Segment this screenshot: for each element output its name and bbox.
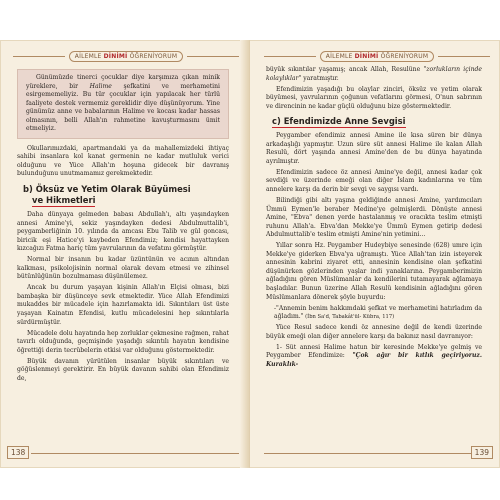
paragraph: Efendimizin yaşadığı bu olaylar zinciri, öksüz ve yetim olarak büyümesi, yavrularının çoğunun vefatlarını görmesi, O'nun sabrının ve direncinin ne kadar güçlü olduğunu bize göstermektedir. bbox=[266, 85, 482, 110]
right-page bbox=[250, 40, 500, 468]
paragraph: Ancak bu durum yaşayan kişinin Allah'ın Elçisi olması, bizi bambaşka bir düşünceye sevk etmektedir. Yüce Allah Efendimizi mukaddes bir mücadele için hazırlamakta idi. Sıkıntıları üst üste yaşayan Kainatın Efendisi, kutlu mücadelesini hep sıkıntılarla sürdürmüştür. bbox=[17, 284, 229, 326]
open-book bbox=[0, 40, 500, 470]
page-number: 139 bbox=[471, 446, 493, 459]
paragraph: Yıllar sonra Hz. Peygamber Hudeybiye senesinde (628) umre için Mekke'ye giderken Ebva'ya uğramıştı. Yüce Allah'tan izin isteyerek annesinin kabrini ziyaret etti, annesinin kendisine olan şefkatini düşünürken gözlerinden yaşlar indi yanaklarına. Peygamberimizin ağladığını gören Müslümanlar da kendilerini tutamayarak ağlamaya başladılar. Bunun üzerine Allah Resulü kendisinin ağladığını gören Müslümanlara dönerek şöyle buyurdu: bbox=[266, 242, 482, 301]
header-rule bbox=[187, 56, 239, 57]
header-rule bbox=[264, 56, 316, 57]
footer-rule bbox=[31, 453, 239, 454]
section-heading: b) Öksüz ve Yetim Olarak Büyümesi ve Hikmetleri bbox=[23, 184, 191, 206]
paragraph: Okullarımızdaki, apartmandaki ya da mahallemizdeki ihtiyaç sahibi insanlara kol kanat germenin ne kadar mutluluk verici olduğunu ve Yüce Allah'ın hoşuna gidecek bir davranış bulunduğunu unutmamamız gerekmektedir. bbox=[17, 144, 229, 178]
section-heading: c) Efendimizde Anne Sevgisi bbox=[272, 116, 406, 127]
highlight-box bbox=[17, 69, 229, 139]
paragraph: Normal bir insanın bu kadar üzüntünün ve acının altından kalkması, psikolojisinin normal olarak devam etmesi ve zihinsel bütünlüğünün bozulmaması düşünülemez. bbox=[17, 256, 229, 281]
page-header bbox=[264, 50, 490, 62]
paragraph: 1- Süt annesi Halime hatun bir keresinde Mekke'ye gelmiş ve Peygamber Efendimize: "Çok ağır bir kıtlık geçiriyoruz. Kuraklık- bbox=[266, 343, 482, 368]
quotation: -"Annemin benim hakkımdaki şefkat ve merhametini hatırladım da ağladım." (İbn Sa'd, Tabakât'ül- Kübra, 117) bbox=[274, 304, 482, 321]
right-page-content bbox=[266, 66, 482, 372]
paragraph: Daha dünyaya gelmeden babası Abdullah'ı, altı yaşındayken annesi Amine'yi, sekiz yaşındayken dedesi Abdulmuttalib'i, peygamberliğinin 10. yılında da amcası Ebu Talib ve gül goncası, biricik eşi Hatice'yi kaybeden Efendimiz; kendisi hayattayken kızcağızı Fatma hariç tüm yavrularının da vefatını görmüştür. bbox=[17, 211, 229, 253]
header-rule bbox=[438, 56, 490, 57]
paragraph: Peygamber efendimiz annesi Amine ile kısa süren bir dünya arkadaşlığı yapmıştır. Uzun süre süt annesi Halime ile kalan Allah Resulü, dört yaşında annesi Amine'den de bu dünya hayatında ayrılmıştır. bbox=[266, 132, 482, 165]
page-number: 138 bbox=[7, 446, 29, 459]
left-page-content bbox=[17, 69, 229, 386]
paragraph: Yüce Resul sadece kendi öz annesine değil de kendi üzerinde büyük emeği olan diğer annelere karşı da bakınız nasıl davranıyor: bbox=[266, 324, 482, 340]
paragraph: Efendimizin sadece öz annesi Amine'ye değil, annesi kadar çok sevdiği ve üzerinde emeği olan diğer İslam kadınlarına ve tüm annelere karşı da derin bir sevgi ve saygısı vardı. bbox=[266, 168, 482, 194]
paragraph: Mücadele dolu hayatında hep zorluklar çekmesine rağmen, rahat tavırlı olduğunda, geçmişinde yaşadığı sıkıntılı hayatın kendisine öğrettiği derin tecrübelerin etkisi var olduğunu göstermektedir. bbox=[17, 329, 229, 354]
left-page bbox=[0, 40, 246, 468]
paragraph: büyük sıkıntılar yaşamış; ancak Allah, Resulüne "zorlukların içinde kolaylıklar" yaratmıştır. bbox=[266, 66, 482, 82]
footer-rule bbox=[264, 453, 472, 454]
paragraph: Büyük davanın yürütülen insanlar büyük sıkıntıları ve göğüslenmeyi gerektirir. En büyük davanın sahibi olan Efendimiz de, bbox=[17, 357, 229, 382]
header-rule bbox=[13, 56, 65, 57]
page-header bbox=[13, 50, 239, 62]
callout-text: Günümüzde tinerci çocuklar diye karşımıza çıkan minik yüreklere, bir Halime şefkatini ve merhametini esirgememeliyiz. Bu tür çocuklar için yapılacak her türlü faaliyete destek vermemiz gereklidir diye düşünüyorum. Yine günümüz anne ve babalarının Halime ve kocası kadar hassas olmasının, belli Allah'ın rahmetine kavuşturmasını ümit etmeliyiz. bbox=[26, 74, 220, 133]
running-header: AİLEMLE DİNİMİ ÖĞRENİYORUM bbox=[69, 51, 183, 62]
paragraph: Bilindiği gibi altı yaşına geldiğinde annesi Amine, yardımcıları Ümmü Eymen'le beraber Medine'ye gelmişlerdi. Dönüşte annesi Amine, "Ebva" denen yerde hastalanmış ve oracıkta teslim etmişti ruhunu Allah'a. Ebva'dan Mekke'ye Ümmü Eymen getirip dedesi Abdulmuttalib'e teslim etmişti Amine'nin yetimini... bbox=[266, 197, 482, 239]
running-header: AİLEMLE DİNİMİ ÖĞRENİYORUM bbox=[320, 51, 434, 62]
